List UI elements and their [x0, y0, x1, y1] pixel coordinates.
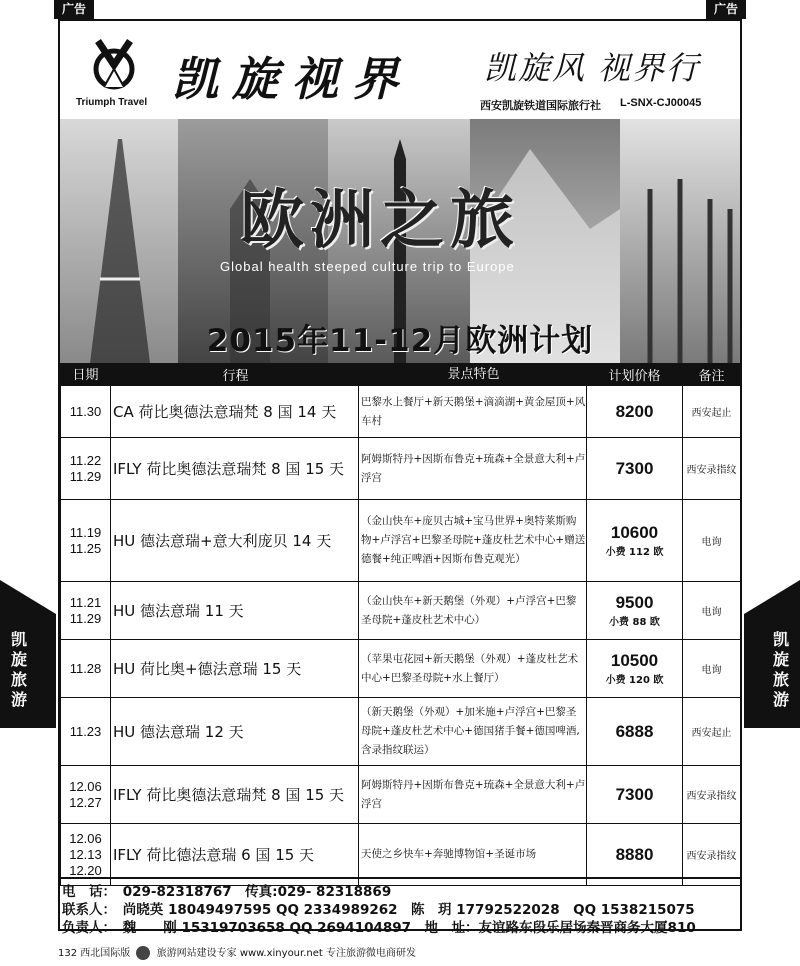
row-price-cell [587, 698, 683, 766]
header [60, 21, 740, 117]
row-note: 西安起止 [683, 386, 741, 438]
side-tab-char: 游 [10, 690, 27, 709]
table-row [61, 500, 741, 582]
website-text: 旅游网站建设专家 www.xinyour.net 专注旅游微电商研发 [156, 948, 416, 959]
license-number: L-SNX-CJ00045 [620, 97, 702, 109]
side-tab-text [4, 630, 34, 710]
website-logo-icon [136, 946, 150, 960]
ad-label-right: 广告 [706, 0, 746, 19]
row-date: 11.23 [61, 698, 111, 766]
table-row [61, 640, 741, 698]
row-price-cell [587, 640, 683, 698]
row-note: 电询 [683, 500, 741, 582]
column-header-note: 备注 [683, 364, 741, 386]
row-price-cell [587, 438, 683, 500]
side-tab-char: 凯 [10, 630, 27, 649]
row-sights: 阿姆斯特丹+因斯布鲁克+琉森+全景意大利+卢浮宫 [359, 438, 587, 500]
row-route: HU 荷比奥+德法意瑞 15 天 [111, 640, 359, 698]
row-route: CA 荷比奥德法意瑞梵 8 国 14 天 [111, 386, 359, 438]
table-row [61, 386, 741, 438]
side-tab-char: 旅 [10, 670, 27, 689]
row-price: 8880 [615, 844, 654, 864]
row-tip: 小费 112 欧 [605, 547, 664, 558]
slogan: 凯旋风 视界行 [484, 49, 701, 87]
logo-text: Triumph Travel [76, 97, 148, 108]
page-edition: 132 西北国际版 [58, 948, 131, 959]
row-sights: （金山快车+庞贝古城+宝马世界+奥特莱斯购物+卢浮宫+巴黎圣母院+蓬皮杜艺术中心+赠送德餐+纯正啤酒+因斯布鲁克观光） [359, 500, 587, 582]
row-note: 西安起止 [683, 698, 741, 766]
table-row [61, 698, 741, 766]
agency-name: 西安凯旋铁道国际旅行社 [480, 99, 601, 112]
column-header-sights: 景点特色 [359, 364, 587, 386]
manager-address-line: 负责人： 魏 刚 15319703658 QQ 2694104897 地 址：友谊路东段乐居场秦晋商务大厦810 [62, 920, 696, 936]
table-header-row [61, 364, 741, 386]
row-note: 西安录指纹 [683, 438, 741, 500]
banner-title: 欧洲之旅 [240, 183, 520, 258]
row-price: 8200 [615, 401, 654, 421]
row-route: IFLY 荷比德法意瑞 6 国 15 天 [111, 824, 359, 886]
brand-name: 凯旋视界 [172, 52, 412, 106]
row-price-cell [587, 500, 683, 582]
column-header-price: 计划价格 [587, 364, 683, 386]
side-tab-char: 凯 [772, 630, 789, 649]
row-price: 7300 [615, 458, 654, 478]
row-sights: （新天鹅堡（外观）+加米施+卢浮宫+巴黎圣母院+蓬皮杜艺术中心+德国猪手餐+德国啤酒,含录指纹联运） [359, 698, 587, 766]
contact-person-line: 联系人： 尚晓英 18049497595 QQ 2334989262 陈 玥 17792522028 QQ 1538215075 [62, 902, 695, 918]
row-route: HU 德法意瑞 11 天 [111, 582, 359, 640]
side-tab-left [0, 580, 56, 728]
row-date: 11.30 [61, 386, 111, 438]
row-date: 12.06 12.13 12.20 [61, 824, 111, 886]
side-tab-text [766, 630, 796, 710]
row-note: 电询 [683, 582, 741, 640]
banner-subtitle: Global health steeped culture trip to Europe [220, 259, 515, 274]
table-row [61, 766, 741, 824]
row-price-cell [587, 766, 683, 824]
row-date: 11.19 11.25 [61, 500, 111, 582]
row-note: 西安录指纹 [683, 824, 741, 886]
row-price: 9500 [615, 593, 654, 612]
triumph-logo-icon [84, 35, 144, 95]
row-tip: 小费 120 欧 [605, 675, 664, 686]
plan-title: 2015年11-12月欧洲计划 [206, 323, 594, 359]
row-route: HU 德法意瑞+意大利庞贝 14 天 [111, 500, 359, 582]
row-price: 10500 [610, 651, 659, 670]
row-price-cell [587, 386, 683, 438]
row-price: 7300 [615, 784, 654, 804]
row-price: 6888 [615, 721, 654, 741]
row-note: 电询 [683, 640, 741, 698]
column-header-date: 日期 [61, 364, 111, 386]
row-price: 10600 [610, 523, 659, 542]
row-route: HU 德法意瑞 12 天 [111, 698, 359, 766]
side-tab-char: 旋 [772, 650, 789, 669]
row-date: 12.06 12.27 [61, 766, 111, 824]
side-tab-char: 游 [772, 690, 789, 709]
row-route: IFLY 荷比奥德法意瑞梵 8 国 15 天 [111, 438, 359, 500]
contact-info [60, 877, 740, 936]
row-sights: 阿姆斯特丹+因斯布鲁克+琉森+全景意大利+卢浮宫 [359, 766, 587, 824]
table-row [61, 438, 741, 500]
row-tip: 小费 88 欧 [609, 617, 660, 628]
side-tab-right [744, 580, 800, 728]
row-sights: （金山快车+新天鹅堡（外观）+卢浮宫+巴黎圣母院+蓬皮杜艺术中心） [359, 582, 587, 640]
phone-line: 电 话： 029-82318767 传真:029- 82318869 [62, 884, 392, 900]
footer [58, 944, 742, 964]
banner [60, 119, 740, 363]
row-note: 西安录指纹 [683, 766, 741, 824]
row-route: IFLY 荷比奥德法意瑞梵 8 国 15 天 [111, 766, 359, 824]
row-date: 11.22 11.29 [61, 438, 111, 500]
row-date: 11.28 [61, 640, 111, 698]
column-header-route: 行程 [111, 364, 359, 386]
side-tab-char: 旋 [10, 650, 27, 669]
table-row [61, 582, 741, 640]
row-price-cell [587, 582, 683, 640]
row-sights: （苹果屯花园+新天鹅堡（外观）+蓬皮杜艺术中心+巴黎圣母院+水上餐厅） [359, 640, 587, 698]
row-date: 11.21 11.29 [61, 582, 111, 640]
ad-label-left: 广告 [54, 0, 94, 19]
itinerary-table [60, 363, 741, 886]
row-sights: 巴黎水上餐厅+新天鹅堡+滴滴湖+黄金屋顶+风车村 [359, 386, 587, 438]
advertisement-frame [58, 19, 742, 936]
side-tab-char: 旅 [772, 670, 789, 689]
row-sights: 天使之乡快车+奔驰博物馆+圣诞市场 [359, 824, 587, 886]
